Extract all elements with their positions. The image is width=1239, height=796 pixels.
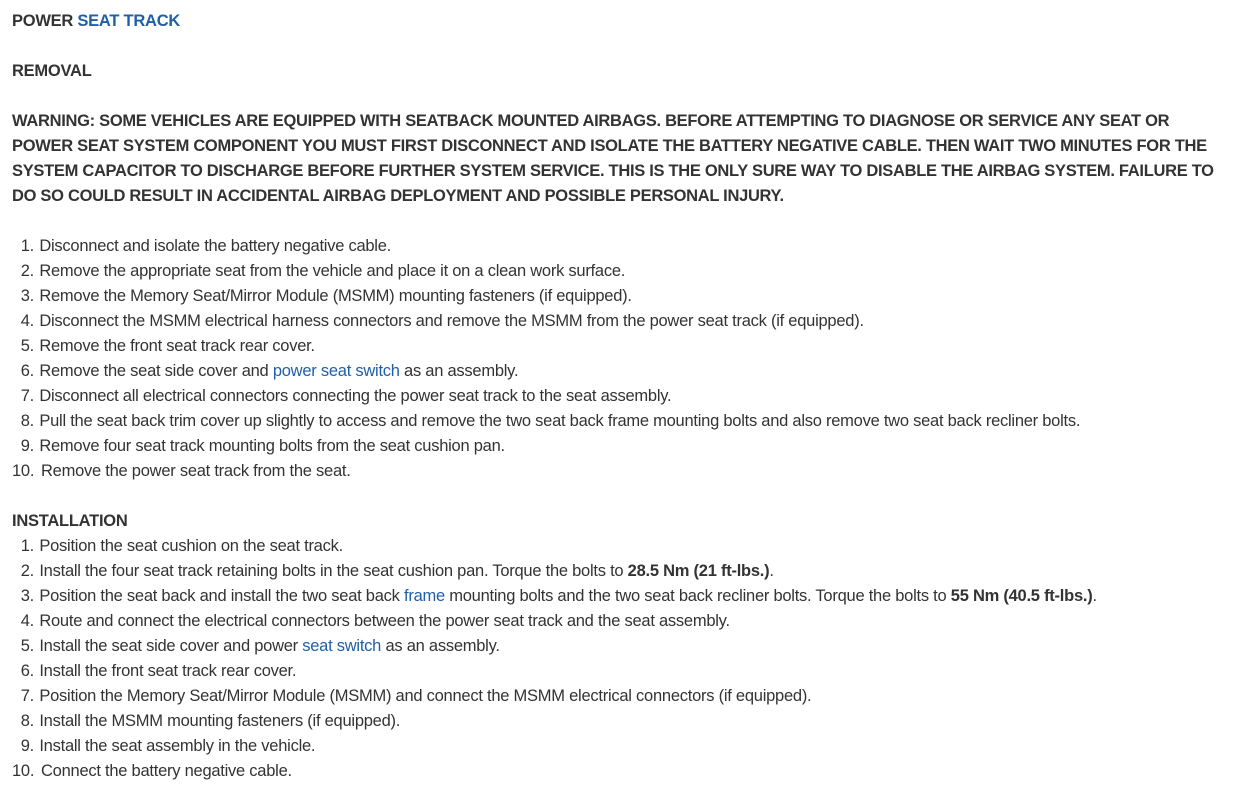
- step-text: Install the front seat track rear cover.: [39, 662, 297, 680]
- installation-step-5: [12, 634, 500, 659]
- step-number: 1.: [20, 237, 34, 255]
- step-number: 4.: [20, 612, 34, 630]
- removal-step-5: [12, 334, 315, 359]
- removal-step-4: [12, 309, 864, 334]
- step-text: Remove the front seat track rear cover.: [39, 337, 315, 355]
- seat-switch-link[interactable]: seat switch: [302, 637, 382, 655]
- frame-link[interactable]: frame: [403, 587, 445, 605]
- step-text: Connect the battery negative cable.: [41, 762, 292, 780]
- step-text: Position the seat cushion on the seat track.: [39, 537, 343, 555]
- step-number: 2.: [20, 262, 34, 280]
- installation-step-7: [12, 684, 811, 709]
- step-number: 5.: [20, 637, 34, 655]
- step-text: Pull the seat back trim cover up slightly to access and remove the two seat back frame mounting bolts and also remove two seat back recliner bolts.: [39, 412, 1081, 430]
- installation-step-10: [12, 759, 292, 784]
- airbag-warning: [12, 109, 1232, 209]
- step-number: 9.: [20, 437, 34, 455]
- removal-step-8: [12, 409, 1080, 434]
- removal-step-2: [12, 259, 625, 284]
- step-number: 6.: [20, 662, 34, 680]
- torque-spec: 55 Nm (40.5 ft-lbs.): [950, 587, 1093, 605]
- installation-step-6: [12, 659, 296, 684]
- warning-line: POWER SEAT SYSTEM COMPONENT YOU MUST FIRST DISCONNECT AND ISOLATE THE BATTERY NEGATIVE CABLE. THEN WAIT TWO MINUTES FOR THE: [12, 137, 1207, 155]
- step-text: .: [1092, 587, 1097, 605]
- step-number: 10.: [12, 762, 35, 780]
- installation-step-9: [12, 734, 315, 759]
- step-number: 7.: [20, 687, 34, 705]
- installation-step-8: [12, 709, 400, 734]
- step-number: 4.: [20, 312, 34, 330]
- step-text: as an assembly.: [381, 637, 500, 655]
- step-text: Install the four seat track retaining bolts in the seat cushion pan. Torque the bolts to: [39, 562, 628, 580]
- installation-step-1: [12, 534, 343, 559]
- removal-step-10: [12, 459, 351, 484]
- step-text: Disconnect all electrical connectors connecting the power seat track to the seat assembly.: [39, 387, 672, 405]
- step-number: 7.: [20, 387, 34, 405]
- installation-heading: INSTALLATION: [12, 512, 128, 530]
- step-text: Install the MSMM mounting fasteners (if equipped).: [39, 712, 401, 730]
- warning-line: DO SO COULD RESULT IN ACCIDENTAL AIRBAG DEPLOYMENT AND POSSIBLE PERSONAL INJURY.: [12, 187, 784, 205]
- step-text: Remove four seat track mounting bolts from the seat cushion pan.: [39, 437, 505, 455]
- step-number: 10.: [12, 462, 35, 480]
- page-title: [12, 9, 180, 34]
- seat-track-link[interactable]: SEAT TRACK: [77, 12, 181, 30]
- step-number: 3.: [20, 587, 34, 605]
- step-text: Remove the seat side cover and: [39, 362, 273, 380]
- step-text: Install the seat assembly in the vehicle.: [39, 737, 316, 755]
- warning-line: WARNING: SOME VEHICLES ARE EQUIPPED WITH SEATBACK MOUNTED AIRBAGS. BEFORE ATTEMPTING TO DIAGNOSE OR SERVICE ANY SEAT OR: [12, 112, 1170, 130]
- step-text: Position the Memory Seat/Mirror Module (MSMM) and connect the MSMM electrical connectors (if equipped).: [39, 687, 812, 705]
- removal-step-6: [12, 359, 518, 384]
- removal-heading: REMOVAL: [12, 62, 92, 80]
- step-text: .: [769, 562, 774, 580]
- step-text: Remove the Memory Seat/Mirror Module (MSMM) mounting fasteners (if equipped).: [39, 287, 632, 305]
- step-number: 1.: [20, 537, 34, 555]
- step-number: 9.: [20, 737, 34, 755]
- step-text: Route and connect the electrical connectors between the power seat track and the seat assembly.: [39, 612, 730, 630]
- step-text: Remove the appropriate seat from the vehicle and place it on a clean work surface.: [39, 262, 626, 280]
- installation-step-4: [12, 609, 730, 634]
- step-text: Position the seat back and install the two seat back: [39, 587, 404, 605]
- step-number: 8.: [20, 712, 34, 730]
- removal-step-3: [12, 284, 632, 309]
- removal-step-7: [12, 384, 671, 409]
- step-text: Install the seat side cover and power: [39, 637, 303, 655]
- step-number: 8.: [20, 412, 34, 430]
- step-number: 2.: [20, 562, 34, 580]
- step-text: Remove the power seat track from the seat.: [41, 462, 351, 480]
- page-title-prefix: POWER: [12, 12, 78, 30]
- step-text: Disconnect the MSMM electrical harness connectors and remove the MSMM from the power seat track (if equipped).: [39, 312, 864, 330]
- step-text: as an assembly.: [399, 362, 519, 380]
- installation-step-3: [12, 584, 1097, 609]
- warning-line: SYSTEM CAPACITOR TO DISCHARGE BEFORE FURTHER SYSTEM SERVICE. THIS IS THE ONLY SURE WAY TO DISABLE THE AIRBAG SYSTEM. FAILURE TO: [12, 162, 1214, 180]
- power-seat-switch-link[interactable]: power seat switch: [272, 362, 400, 380]
- step-text: mounting bolts and the two seat back recliner bolts. Torque the bolts to: [444, 587, 951, 605]
- removal-step-1: [12, 234, 391, 259]
- step-text: Disconnect and isolate the battery negative cable.: [39, 237, 391, 255]
- step-number: 3.: [20, 287, 34, 305]
- torque-spec: 28.5 Nm (21 ft-lbs.): [627, 562, 770, 580]
- step-number: 6.: [20, 362, 34, 380]
- step-number: 5.: [20, 337, 34, 355]
- removal-step-9: [12, 434, 505, 459]
- installation-step-2: [12, 559, 774, 584]
